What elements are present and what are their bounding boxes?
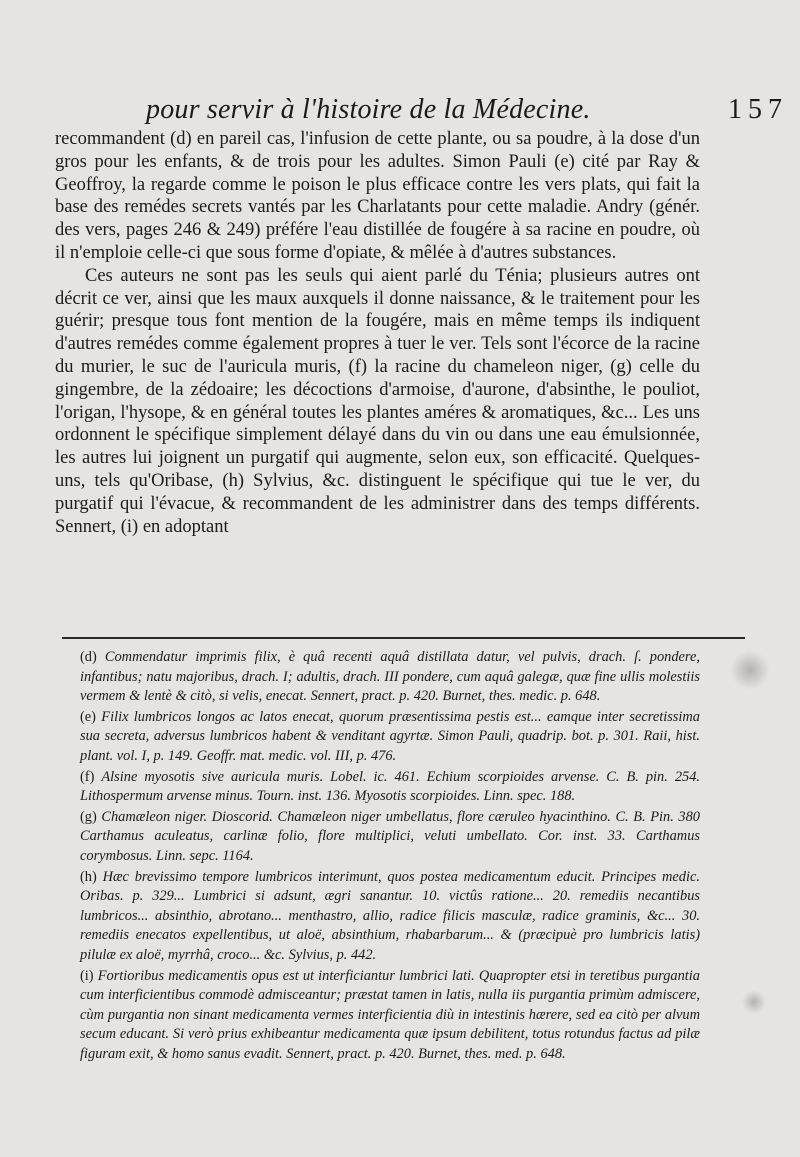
footnote-mark: (i) (80, 967, 94, 984)
footnote-text: Commendatur imprimis filix, è quâ recenti aquâ distillata datur, vel pulvis, drach. ſ. pondere, infantibus; natu majoribus, drach. I; adultis, drach. III pondere, cum aquâ galegæ, quæ fine ullis molestiis vermem & lentè & citò, si velis, enecat. Sennert, pract. p. 420. Burnet, thes. medic. p. 648. (80, 649, 700, 705)
footnote (80, 768, 700, 807)
footnotes (80, 648, 700, 1065)
running-title: pour servir à l'histoire de la Médecine. (146, 94, 591, 125)
footnote (80, 967, 700, 1065)
footnote-text: Alsine myosotis sive auricula muris. Lobel. ic. 461. Echium scorpioides arvense. C. B. pin. 254. Lithospermum arvense minus. Tourn. inst. 136. Myosotis scorpioides. Linn. spec. 188. (80, 768, 701, 805)
paragraph: recommandent (d) en pareil cas, l'infusion de cette plante, ou sa poudre, à la dose d'un gros pour les enfants, & de trois pour les adultes. Simon Pauli (e) cité par Ray & Geoffroy, la regarde comme le poison le plus efficace contre les vers plats, qui fait la base des remédes secrets vantés par les Charlatants pour cette maladie. Andry (génér. des vers, pages 246 & 249) préfére l'eau distillée de fougére à sa racine en poudre, où il n'emploie celle-ci que sous forme d'opiate, & mêlée à d'autres substances. (55, 129, 700, 263)
footnote (80, 708, 700, 767)
footnote-text: Hæc brevissimo tempore lumbricos interimunt, quos postea medicamentum educit. Principes medic. Oribas. p. 329... Lumbrici si adsunt, ægri sanantur. 10. victûs ratione... 20. remediis necantibus lumbricos... absinthio, abrotano... menthastro, allio, radice filicis masculæ, radice graminis, &c... 30. remediis enecatos expellentibus, ut aloë, absinthium, rhabarbarum... & (præcipuè pro lumbricis latis) pilulæ ex aloë, myrrhâ, croco... &c. Sylvius, p. 442. (80, 868, 700, 963)
paragraph: Ces auteurs ne sont pas les seuls qui aient parlé du Ténia; plusieurs autres ont décrit ce ver, ainsi que les maux auxquels il donne naissance, & le traitement pour les guérir; presque tous font mention de la fougére, mais en même temps ils indiquent d'autres remédes comme également propres à tuer le ver. Tels sont l'écorce de la racine du murier, le suc de l'auricula muris, (f) la racine du chameleon niger, (g) celle du gingembre, de la zédoaire; les décoctions d'armoise, d'aurone, d'absinthe, le pouliot, l'origan, l'hysope, & en général toutes les plantes améres & aromatiques, &c... Les uns ordonnent le spécifique simplement délayé dans du vin ou dans une eau émulsionnée, les autres lui joignent un purgatif qui augmente, selon eux, son efficacité. Quelques-uns, tels qu'Oribase, (h) Sylvius, &c. distinguent le spécifique qui tue le ver, du purgatif qui l'évacue, & recommandent de les administrer dans des temps différents. Sennert, (i) en adoptant (55, 265, 700, 537)
footnote-mark: (g) (80, 808, 97, 825)
footnote (80, 648, 700, 707)
page-number: 157 (728, 94, 788, 125)
footnote (80, 808, 700, 867)
footnote-separator (62, 637, 745, 639)
footnote-text: Chamæleon niger. Dioscorid. Chamæleon niger umbellatus, flore cæruleo hyacinthino. C. B. Pin. 380 Carthamus aculeatus, carlinæ folio, flore multiplici, veluti umbellato. Cor. inst. 33. Carthamus corymbosus. Linn. sepc. 1164. (80, 808, 700, 864)
footnote-mark: (d) (80, 649, 97, 665)
footnote-text: Fortioribus medicamentis opus est ut interficiantur lumbrici lati. Quapropter etsi in teretibus purgantia cum interficientibus commodè admisceantur; præstat tamen in latis, nulla iis purgantia primùm admiscere, cùm purgantia non sinant medicamenta vermes interficientia diù in intestinis hærere, sed ea citò per alvum secum educant. Si verò prius exhibeantur medicamenta quæ ipsum debilitent, totus rotundus factus ad pilæ figuram exit, & homo sanus evadit. Sennert, pract. p. 420. Burnet, thes. med. p. 648. (80, 967, 700, 1062)
footnote-mark: (h) (80, 868, 97, 885)
running-header (140, 86, 788, 126)
page-stain (742, 990, 766, 1014)
footnote-text: Filix lumbricos longos ac latos enecat, quorum præsentissima pestis est... eamque inter secretissima sua secreta, adversus lumbricos habent & venditant agyrtæ. Simon Pauli, quadrip. bot. p. 301. Raii, hist. plant. vol. I, p. 149. Geoffr. mat. medic. vol. III, p. 476. (80, 708, 700, 764)
footnote (80, 868, 700, 966)
page-stain (730, 650, 770, 690)
footnote-mark: (f) (80, 768, 95, 785)
main-text (55, 128, 700, 538)
footnote-mark: (e) (80, 708, 96, 725)
